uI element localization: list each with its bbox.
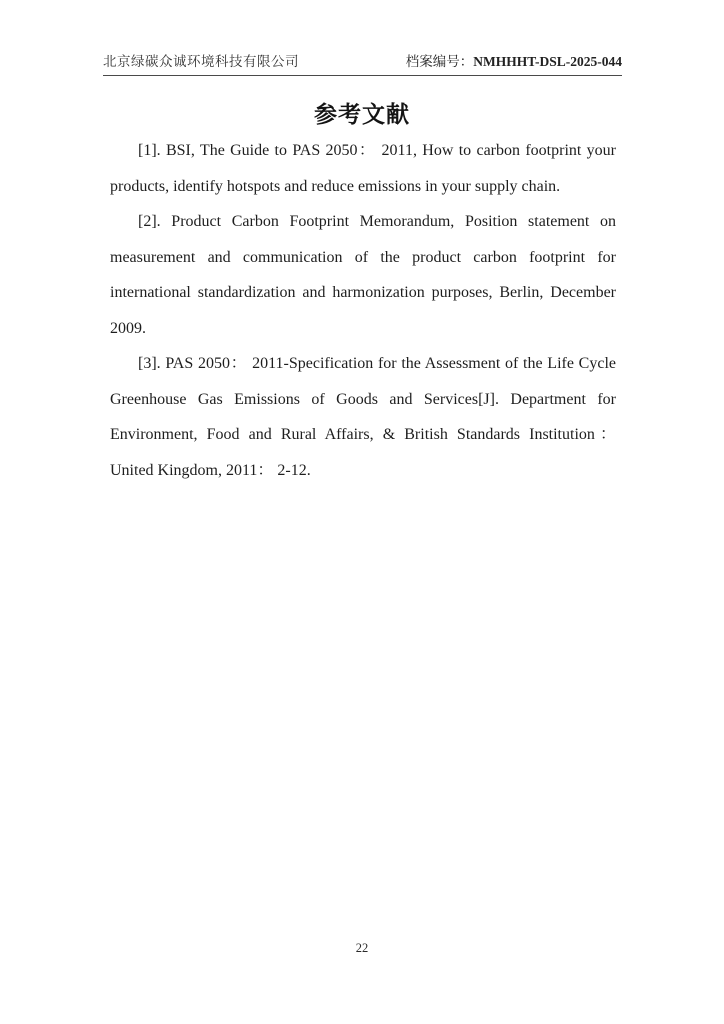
doc-number-value: NMHHHT-DSL-2025-044 (473, 54, 622, 69)
header-company-name: 北京绿碳众诚环境科技有限公司 (103, 54, 299, 69)
page-footer (0, 941, 724, 956)
page-title: 参考文献 (314, 102, 410, 127)
reference-item-2: [2]. Product Carbon Footprint Memorandum, Position statement on measurement and communication of the product carbon footprint for international standardization and harmonization purposes, Berlin, December 2009. (110, 213, 616, 337)
page-header (103, 50, 622, 76)
reference-item-3: [3]. PAS 2050： 2011-Specification for the Assessment of the Life Cycle Greenhouse Gas Emissions of Goods and Services[J]. Department for Environment, Food and Rural Affairs, & British Standards Institution： United Kingdom, 2011： 2-12. (110, 355, 616, 479)
doc-number-label: 档案编号： (405, 54, 474, 69)
header-doc-number (406, 50, 622, 70)
references-list (110, 133, 616, 488)
reference-item-1: [1]. BSI, The Guide to PAS 2050： 2011, How to carbon footprint your products, identify hotspots and reduce emissions in your supply chain. (110, 142, 616, 195)
page-number: 22 (355, 941, 369, 955)
